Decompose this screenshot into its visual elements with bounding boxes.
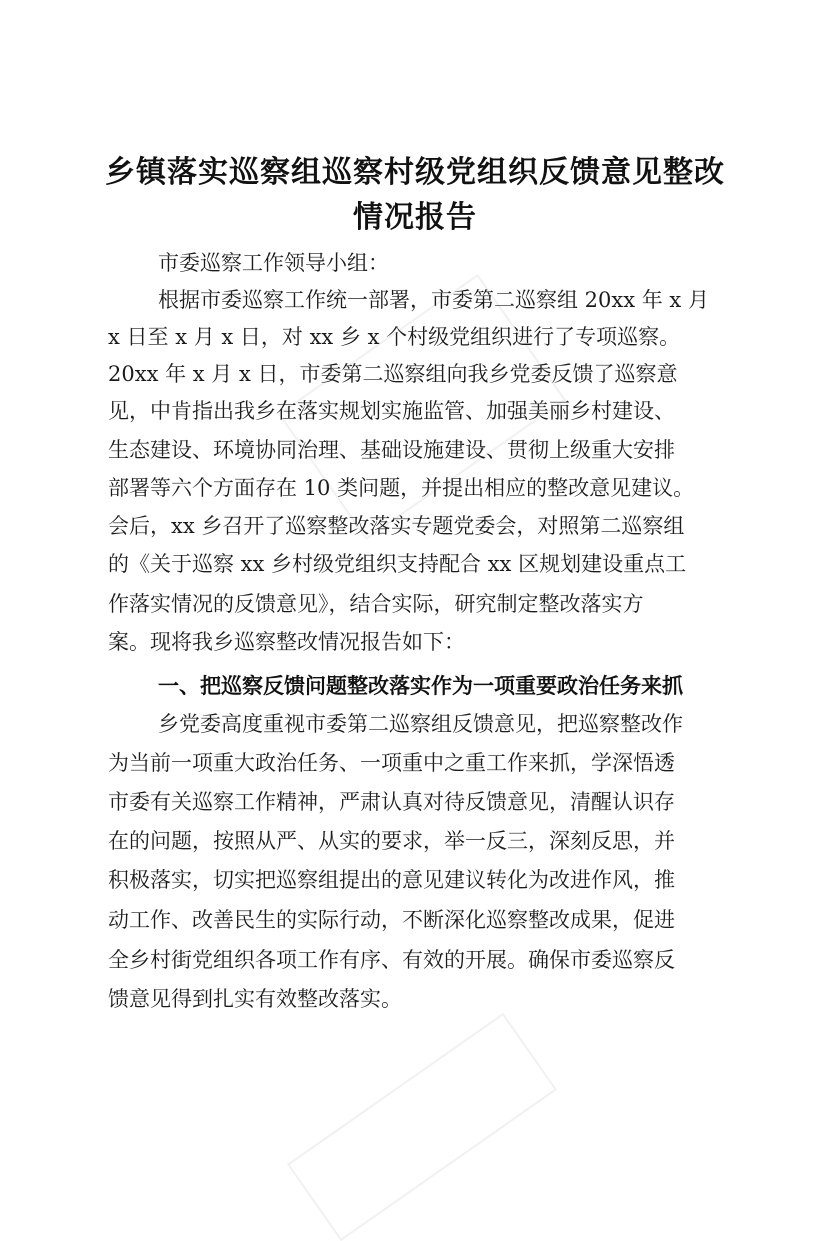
- paragraph-line: 案。现将我乡巡察整改情况报告如下：: [108, 630, 465, 654]
- paragraph-line: 根据市委巡察工作统一部署，市委第二巡察组 20xx 年 x 月: [158, 288, 709, 312]
- section-heading: 一、把巡察反馈问题整改落实作为一项重要政治任务来抓: [158, 674, 683, 698]
- watermark-stamp: [287, 1013, 557, 1241]
- paragraph-line: 部署等六个方面存在 10 类问题，并提出相应的整改意见建议。: [108, 476, 695, 500]
- paragraph-line: 积极落实，切实把巡察组提出的意见建议转化为改进作风，推: [108, 868, 675, 892]
- paragraph-line: 见，中肯指出我乡在落实规划实施监管、加强美丽乡村建设、: [108, 399, 675, 423]
- paragraph-line: 市委有关巡察工作精神，严肃认真对待反馈意见，清醒认识存: [108, 790, 675, 814]
- paragraph-line: 的《关于巡察 xx 乡村级党组织支持配合 xx 区规划建设重点工: [108, 552, 687, 576]
- paragraph-line: 乡党委高度重视市委第二巡察组反馈意见，把巡察整改作: [158, 712, 683, 736]
- paragraph-line: 20xx 年 x 月 x 日，市委第二巡察组向我乡党委反馈了巡察意: [108, 362, 678, 386]
- paragraph-line: 全乡村街党组织各项工作有序、有效的开展。确保市委巡察反: [108, 948, 675, 972]
- paragraph-line: 馈意见得到扎实有效整改落实。: [108, 987, 402, 1011]
- document-title-line-2: 情况报告: [353, 200, 477, 235]
- salutation: 市委巡察工作领导小组：: [158, 251, 389, 275]
- paragraph-line: 生态建设、环境协同治理、基础设施建设、贯彻上级重大安排: [108, 438, 675, 462]
- paragraph-line: 作落实情况的反馈意见》，结合实际，研究制定整改落实方: [108, 592, 644, 616]
- paragraph-line: 为当前一项重大政治任务、一项重中之重工作来抓，学深悟透: [108, 751, 675, 775]
- paragraph-line: 在的问题，按照从严、从实的要求，举一反三，深刻反思，并: [108, 829, 675, 853]
- paragraph-line: 会后，xx 乡召开了巡察整改落实专题党委会，对照第二巡察组: [108, 514, 685, 538]
- paragraph-line: 动工作、改善民生的实际行动，不断深化巡察整改成果，促进: [108, 908, 675, 932]
- document-title-line-1: 乡镇落实巡察组巡察村级党组织反馈意见整改: [105, 155, 725, 190]
- paragraph-line: x 日至 x 月 x 日，对 xx 乡 x 个村级党组织进行了专项巡察。: [108, 325, 681, 349]
